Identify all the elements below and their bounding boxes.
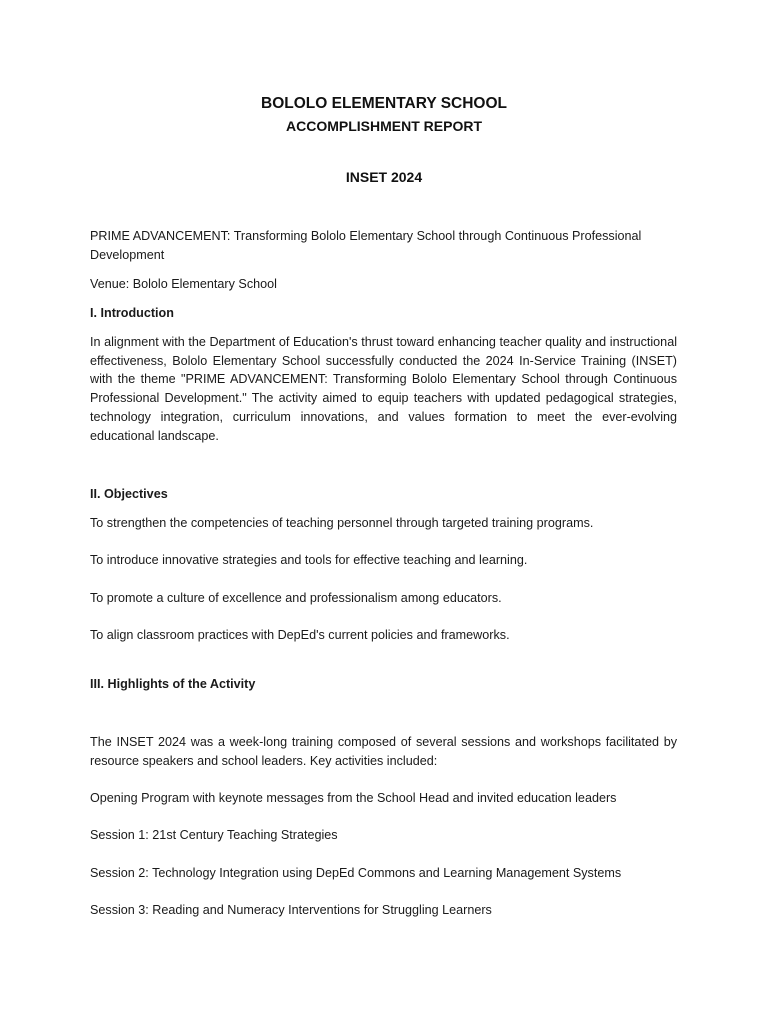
objective-item: To strengthen the competencies of teaching personnel through targeted training programs. [90, 516, 594, 530]
highlights-intro-paragraph: The INSET 2024 was a week-long training composed of several sessions and workshops facilitated by resource speakers and school leaders. Key activities included: [90, 735, 677, 768]
introduction-paragraph: In alignment with the Department of Education's thrust toward enhancing teacher quality and instructional effectiveness, Bololo Elementary School successfully conducted the 2024 In-Service Training (INSET) with the theme "PRIME ADVANCEMENT: Transforming Bololo Elementary School through Continuous Professional Development." The activity aimed to equip teachers with updated pedagogical strategies, technology integration, curriculum innovations, and values formation to meet the ever-evolving educational landscape. [90, 335, 677, 443]
highlight-item: Opening Program with keynote messages from the School Head and invited education leaders [90, 791, 617, 805]
highlight-item: Session 2: Technology Integration using DepEd Commons and Learning Management Systems [90, 866, 622, 880]
objective-item: To introduce innovative strategies and tools for effective teaching and learning. [90, 553, 528, 567]
objectives-heading: II. Objectives [90, 487, 168, 501]
theme-line: PRIME ADVANCEMENT: Transforming Bololo Elementary School through Continuous Professional Development [90, 229, 642, 262]
highlights-heading: III. Highlights of the Activity [90, 677, 256, 691]
introduction-heading: I. Introduction [90, 306, 174, 320]
objective-item: To align classroom practices with DepEd's current policies and frameworks. [90, 628, 510, 642]
objective-item: To promote a culture of excellence and professionalism among educators. [90, 591, 502, 605]
highlight-item: Session 1: 21st Century Teaching Strategies [90, 828, 338, 842]
school-name-title: BOLOLO ELEMENTARY SCHOOL [261, 95, 507, 112]
highlight-item: Session 3: Reading and Numeracy Interventions for Struggling Learners [90, 903, 492, 917]
inset-year-heading: INSET 2024 [345, 169, 423, 185]
report-type-subtitle: ACCOMPLISHMENT REPORT [286, 118, 482, 134]
venue-line: Venue: Bololo Elementary School [90, 277, 277, 291]
